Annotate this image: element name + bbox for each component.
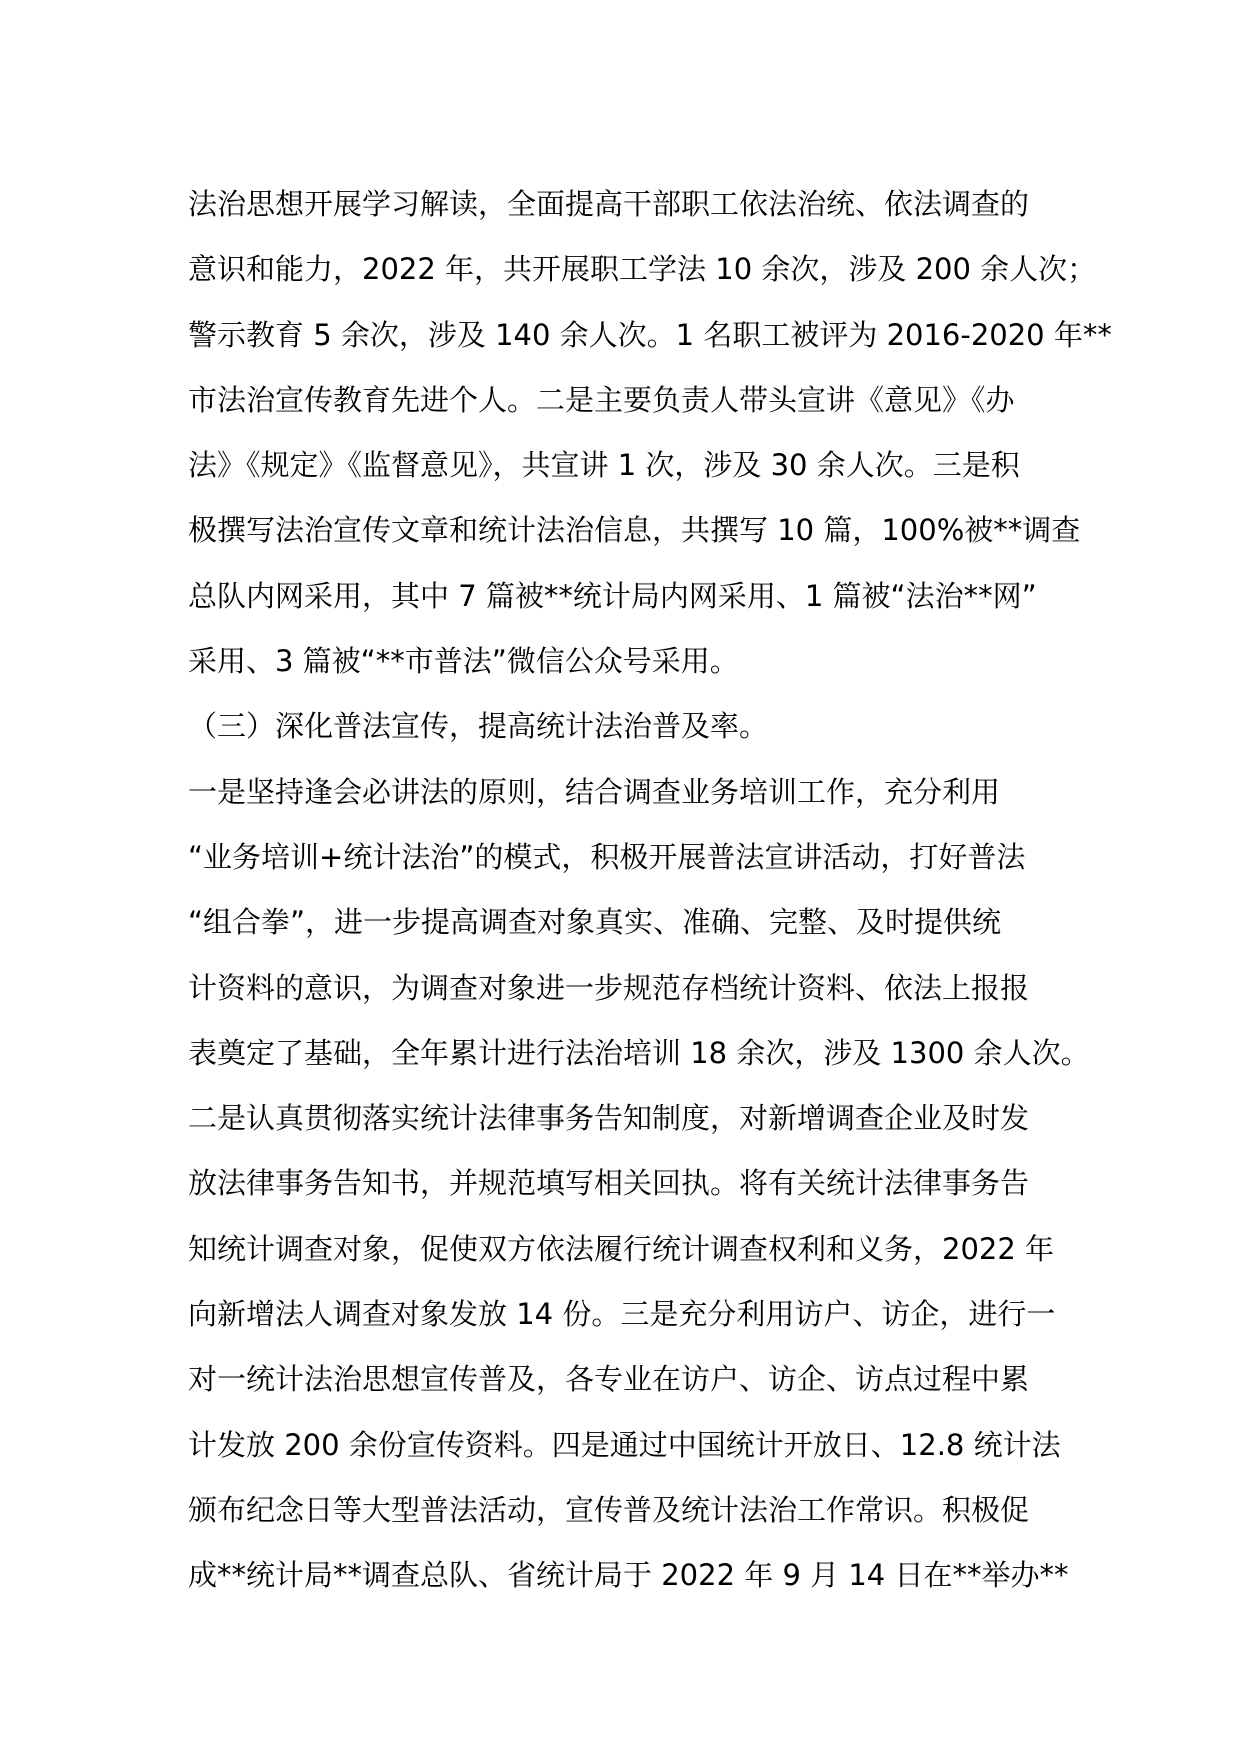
text-line: 法治思想开展学习解读，全面提高干部职工依法治统、依法调查的 [188, 187, 1030, 221]
text-line: 总队内网采用，其中 7 篇被**统计局内网采用、1 篇被“法治**网” [188, 578, 1037, 613]
text-line: 计发放 200 余份宣传资料。四是通过中国统计开放日、12.8 统计法 [188, 1427, 1061, 1462]
section-heading: （三）深化普法宣传，提高统计法治普及率。 [188, 709, 769, 744]
text-line: 极撰写法治宣传文章和统计法治信息，共撰写 10 篇，100%被**调查 [188, 513, 1081, 548]
text-line: 成**统计局**调查总队、省统计局于 2022 年 9 月 14 日在**举办** [188, 1558, 1069, 1593]
text-line: 市法治宣传教育先进个人。二是主要负责人带头宣讲《意见》《办 [188, 382, 1015, 417]
text-line: 表奠定了基础，全年累计进行法治培训 18 余次，涉及 1300 余人次。 [188, 1035, 1090, 1070]
text-line: 法》《规定》《监督意见》，共宣讲 1 次，涉及 30 余人次。三是积 [188, 448, 1020, 483]
text-line: “组合拳”，进一步提高调查对象真实、准确、完整、及时提供统 [188, 905, 1002, 940]
text-line: 二是认真贯彻落实统计法律事务告知制度，对新增调查企业及时发 [188, 1101, 1030, 1136]
text-line: 采用、3 篇被“**市普法”微信公众号采用。 [188, 644, 739, 679]
text-line: 颁布纪念日等大型普法活动，宣传普及统计法治工作常识。积极促 [188, 1492, 1030, 1527]
text-line: 放法律事务告知书，并规范填写相关回执。将有关统计法律事务告 [188, 1166, 1030, 1201]
text-line: 警示教育 5 余次，涉及 140 余人次。1 名职工被评为 2016-2020 年** [188, 317, 1112, 352]
text-line: 对一统计法治思想宣传普及，各专业在访户、访企、访点过程中累 [188, 1362, 1030, 1397]
text-line: 一是坚持逢会必讲法的原则，结合调查业务培训工作，充分利用 [188, 774, 1001, 809]
text-line: 计资料的意识，为调查对象进一步规范存档统计资料、依法上报报 [188, 970, 1030, 1005]
text-line: 意识和能力，2022 年，共开展职工学法 10 余次，涉及 200 余人次； [188, 252, 1097, 287]
text-line: “业务培训+统计法治”的模式，积极开展普法宣讲活动，打好普法 [188, 839, 1026, 874]
body-text [188, 172, 1112, 1609]
text-line: 知统计调查对象，促使双方依法履行统计调查权利和义务，2022 年 [188, 1231, 1055, 1266]
text-line: 向新增法人调查对象发放 14 份。三是充分利用访户、访企，进行一 [188, 1297, 1056, 1332]
